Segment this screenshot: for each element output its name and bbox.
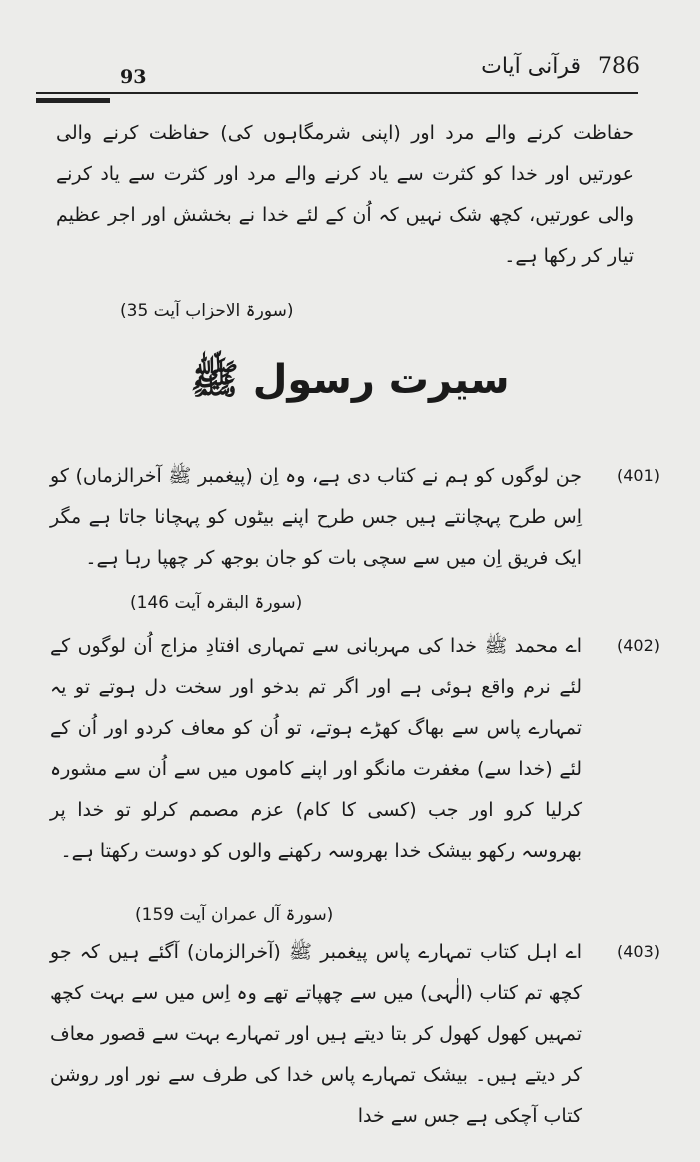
verse-number-402: (402) [616, 636, 660, 655]
sub-page-number: 93 [120, 66, 147, 88]
intro-paragraph: حفاظت کرنے والے مرد اور (اپنی شرمگاہوں کی) حفاظت کرنے والی عورتیں اور خدا کو کثرت سے یاد کرنے والے مرد اور کثرت سے یاد کرنے والی عورتیں، کچھ شک نہیں کہ اُن کے لئے خدا نے بخشش اور اجر عظیم تیار کر رکھا ہے۔ [56, 122, 634, 267]
reference-ahzab: (سورۃ الاحزاب آیت 35) [120, 301, 294, 321]
verse-text-402: اے محمد ﷺ خدا کی مہربانی سے تمہاری افتادِ مزاج اُن لوگوں کے لئے نرم واقع ہوئی ہے اور اگر تم بدخو اور سخت دل ہوتے تو یہ تمہارے پاس سے بھاگ کھڑے ہوتے، تو اُن کو معاف کردو اور اُن کے لئے (خدا سے) مغفرت مانگو اور اپنے کاموں میں سے اُن سے مشورہ کرلیا کرو اور جب (کسی کا کام) عزم مصمم کرلو تو خدا پر بھروسہ رکھو بیشک خدا بھروسہ رکھنے والوں کو دوست رکھتا ہے۔ [50, 635, 582, 862]
chapter-title: سیرت رسول ﷺ [190, 357, 510, 403]
reference-al-imran: (سورۃ آل عمران آیت 159) [135, 905, 334, 925]
header-bar [36, 98, 110, 103]
header-rule [36, 92, 638, 94]
verse-number-401: (401) [616, 466, 660, 485]
verse-number-403: (403) [616, 942, 660, 961]
section-title: قرآنی آیات [481, 54, 581, 79]
reference-baqarah: (سورۃ البقرہ آیت 146) [130, 593, 303, 613]
verse-text-403: اے اہل کتاب تمہارے پاس پیغمبر ﷺ (آخرالزمان) آگئے ہیں کہ جو کچھ تم کتاب (الٰہی) میں سے چھپاتے تھے وہ اِس میں سے بہت کچھ تمہیں کھول کھول کر بتا دیتے ہیں اور تمہارے بہت سے قصور معاف کر دیتے ہیں۔ بیشک تمہارے پاس خدا کی طرف سے نور اور روشن کتاب آچکی ہے جس سے خدا [50, 941, 582, 1127]
verse-text-401: جن لوگوں کو ہم نے کتاب دی ہے، وہ اِن (پیغمبر ﷺ آخرالزماں) کو اِس طرح پہچانتے ہیں جس طرح اپنے بیٹوں کو پہچانا جاتا ہے مگر ایک فریق اِن میں سے سچی بات کو جان بوجھ کر چھپا رہا ہے۔ [50, 465, 582, 569]
page-header-right [481, 54, 640, 79]
page-number: 786 [598, 54, 640, 79]
